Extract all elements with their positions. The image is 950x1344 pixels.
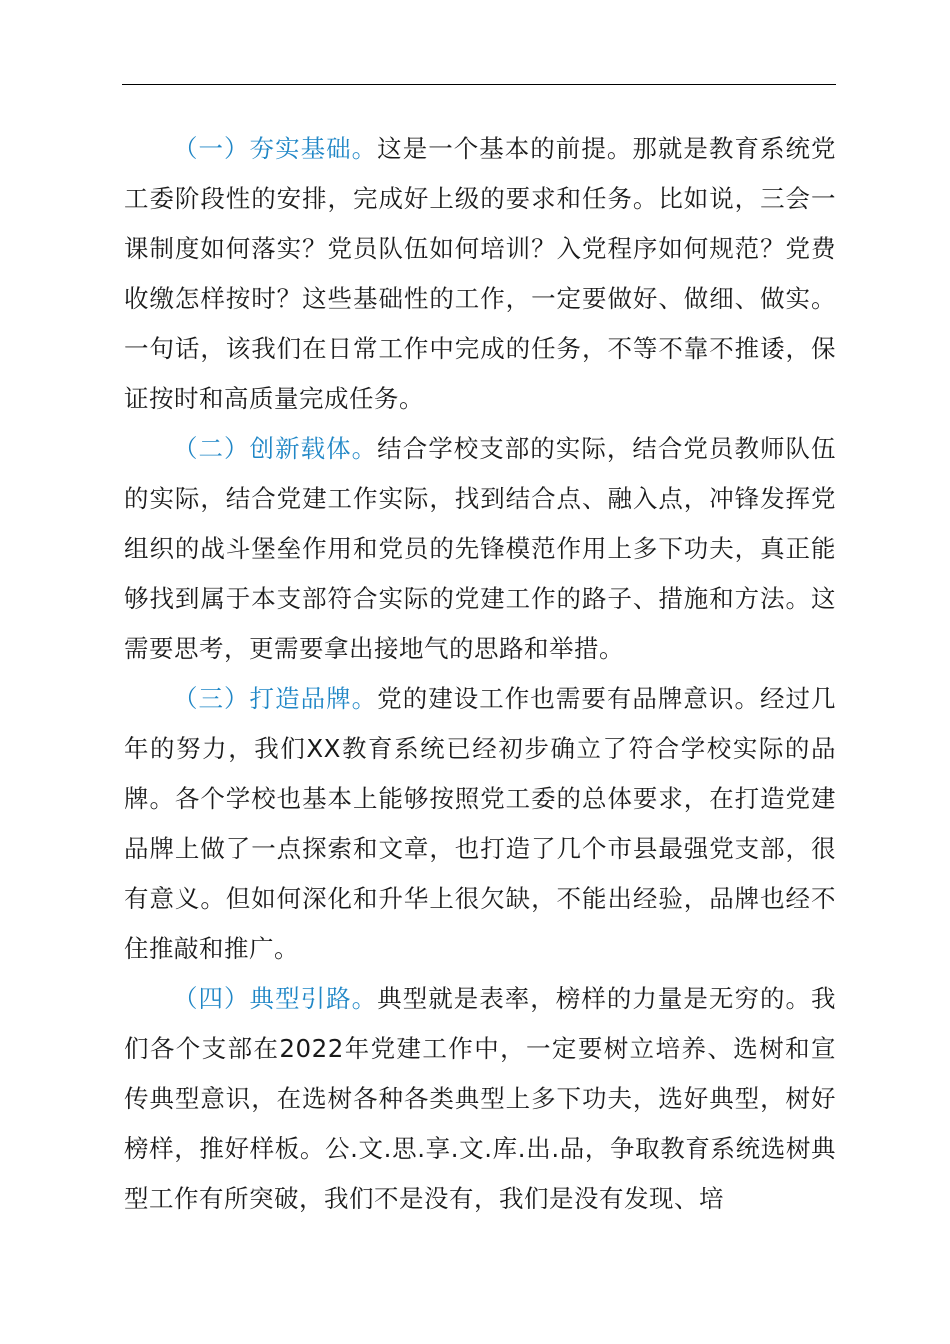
header-rule: [122, 84, 836, 85]
paragraph-3-text: 党的建设工作也需要有品牌意识。经过几年的努力，我们XX教育系统已经初步确立了符合学校实际的品牌。各个学校也基本上能够按照党工委的总体要求，在打造党建品牌上做了一点探索和文章，也打造了几个市县最强党支部，很有意义。但如何深化和升华上很欠缺，不能出经验，品牌也经不住推敲和推广。: [124, 684, 837, 963]
section-heading-2: （二）创新载体。: [173, 434, 378, 463]
paragraph-4: [124, 974, 836, 1224]
section-heading-4: （四）典型引路。: [173, 984, 378, 1013]
section-heading-3: （三）打造品牌。: [173, 684, 378, 713]
section-heading-1: （一）夯实基础。: [173, 134, 378, 163]
document-body: [124, 124, 836, 1224]
paragraph-2: [124, 424, 836, 674]
paragraph-1-text: 这是一个基本的前提。那就是教育系统党工委阶段性的安排，完成好上级的要求和任务。比如说，三会一课制度如何落实？党员队伍如何培训？入党程序如何规范？党费收缴怎样按时？这些基础性的工作，一定要做好、做细、做实。一句话，该我们在日常工作中完成的任务，不等不靠不推诿，保证按时和高质量完成任务。: [124, 134, 837, 413]
paragraph-2-text: 结合学校支部的实际，结合党员教师队伍的实际，结合党建工作实际，找到结合点、融入点，冲锋发挥党组织的战斗堡垒作用和党员的先锋模范作用上多下功夫，真正能够找到属于本支部符合实际的党建工作的路子、措施和方法。这需要思考，更需要拿出接地气的思路和举措。: [124, 434, 837, 663]
paragraph-3: [124, 674, 836, 974]
paragraph-1: [124, 124, 836, 424]
paragraph-4-text: 典型就是表率，榜样的力量是无穷的。我们各个支部在2022年党建工作中，一定要树立培养、选树和宣传典型意识，在选树各种各类典型上多下功夫，选好典型，树好榜样，推好样板。公.文.思.享.文.库.出.品，争取教育系统选树典型工作有所突破，我们不是没有，我们是没有发现、培: [124, 984, 837, 1213]
